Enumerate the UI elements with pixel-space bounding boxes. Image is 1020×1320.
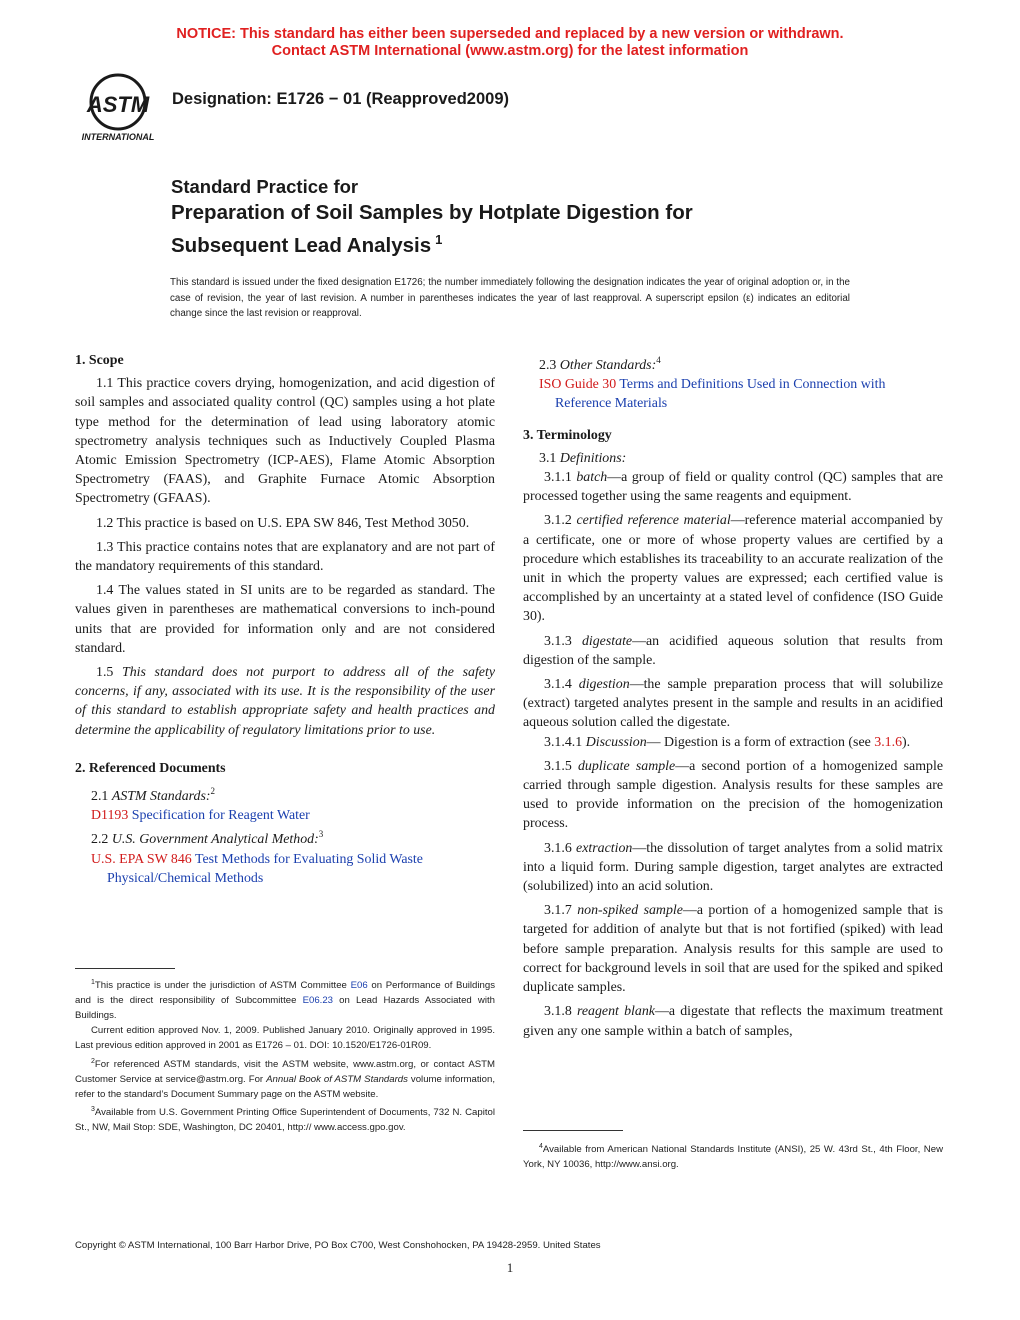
def-3-1-4-1	[523, 733, 943, 752]
footnote-2	[75, 1055, 495, 1102]
def-num: 3.1.6	[544, 840, 572, 856]
footnote-text: For referenced ASTM standards, visit the ASTM website, www.astm.org, or contact ASTM Customer Service at service@astm.org. For	[75, 1058, 495, 1085]
title-line-2-text: Subsequent Lead Analysis	[171, 234, 432, 257]
def-term: digestate	[581, 633, 633, 649]
def-term: reagent blank	[576, 1004, 655, 1020]
def-text: —the dissolution of target analytes from a solid matrix into a liquid form. During sample digestion, target analytes are extracted (solubilized) into an acid solution.	[523, 840, 943, 895]
ref-2-1-num: 2.1	[91, 789, 109, 805]
def-3-1-num: 3.1	[539, 450, 557, 466]
def-3-1-3	[523, 632, 943, 670]
def-text: —a digestate that reflects the maximum treatment given any one sample within a batch of samples,	[523, 1004, 944, 1039]
footnote-mark: 2	[91, 1057, 95, 1065]
footnote-rule-left	[75, 968, 175, 969]
ref-2-1-sup[interactable]: 2	[210, 786, 216, 797]
ref-2-1	[75, 782, 495, 806]
footnote-text: This practice is under the jurisdiction of ASTM Committee	[94, 980, 351, 991]
def-num: 3.1.2	[544, 513, 572, 529]
right-column	[523, 351, 943, 1046]
title-pre: Standard Practice for	[171, 176, 359, 197]
footnote-rule-right	[523, 1130, 623, 1131]
ref-2-3-sup[interactable]: 4	[656, 355, 661, 365]
def-num: 3.1.5	[544, 758, 572, 774]
para-1-5	[75, 663, 495, 740]
footnote-1	[75, 976, 495, 1023]
title-line-2	[171, 226, 693, 259]
def-3-1-6	[523, 839, 943, 897]
para-1-1: 1.1 This practice covers drying, homogenization, and acid digestion of soil samples and associated quality control (QC) samples using a hot plate type method for the determination of lead using laboratory atomic spectrometry analysis techniques such as Inductively Coupled Plasma Atomic Emission Spectrometry (ICP-AES), Flame Atomic Absorption Spectrometry (FAAS), and Graphite Furnace Atomic Absorption Spectrometry (GFAAS).	[75, 376, 495, 507]
def-num: 3.1.4.1	[544, 734, 583, 750]
def-3-1-label: Definitions:	[559, 450, 627, 466]
def-3-1-1	[523, 468, 943, 506]
para-1-5-num: 1.5	[96, 665, 114, 681]
withdrawal-notice	[0, 26, 1020, 60]
def-text: — Digestion is a form of extraction (see	[646, 734, 875, 750]
def-text: —a portion of a homogenized sample that is targeted for addition of analyte but that is not fortified (spiked) with lead before sample preparation. Analysis results for this sample are used to correct for background levels in soil that are used for the spiked and spiked duplicate samples.	[523, 903, 943, 996]
logo-caption: INTERNATIONAL	[81, 132, 155, 142]
document-title	[171, 175, 693, 259]
epa-title-link[interactable]: Test Methods for Evaluating Solid Waste Physical/Chemical Methods	[107, 851, 423, 886]
epa-link[interactable]: U.S. EPA SW 846	[91, 851, 192, 867]
footnote-3	[75, 1103, 495, 1136]
para-1-4: 1.4 The values stated in SI units are to be regarded as standard. The values given in parentheses are mathematical conversions to inch-pound units that are provided for information only and are not considered standard.	[75, 583, 495, 656]
ref-2-1-label: ASTM Standards:	[111, 789, 211, 805]
refdocs-heading: 2. Referenced Documents	[75, 760, 226, 776]
ref-2-2-sup[interactable]: 3	[318, 829, 324, 840]
ref-2-2-num: 2.2	[91, 832, 109, 848]
ref-2-3-label: Other Standards:	[559, 358, 657, 373]
ref-2-2-label: U.S. Government Analytical Method:	[111, 832, 319, 848]
logo-letters: ASTM	[86, 92, 150, 117]
def-3-1-8	[523, 1002, 943, 1040]
iso-title-link[interactable]: Terms and Definitions Used in Connection with Reference Materials	[555, 377, 886, 412]
ref-2-2	[75, 825, 495, 849]
footnote-mark: 1	[91, 979, 95, 986]
def-term: extraction	[576, 840, 633, 856]
para-1-2: 1.2 This practice is based on U.S. EPA SW 846, Test Method 3050.	[96, 515, 470, 531]
def-num: 3.1.4	[544, 677, 572, 693]
def-num: 3.1.7	[544, 903, 572, 919]
footnotes-left	[75, 976, 495, 1137]
def-text-end: ).	[902, 734, 911, 750]
ref-d1193	[75, 806, 495, 825]
ref-epa	[75, 850, 495, 888]
footnotes-right	[523, 1140, 943, 1174]
def-3-1-4	[523, 675, 943, 733]
subcommittee-e06-23-link[interactable]: E06.23	[302, 994, 334, 1006]
def-3-1	[523, 449, 943, 468]
ref-2-3	[523, 351, 943, 375]
def-num: 3.1.3	[544, 633, 572, 649]
astm-logo-icon	[74, 72, 162, 144]
scope-heading: 1. Scope	[75, 353, 124, 368]
def-text: —a group of field or quality control (QC) samples that are processed together using the same reagents and equipment.	[523, 470, 943, 505]
def-3-1-5	[523, 757, 943, 834]
def-3-1-7	[523, 901, 943, 997]
committee-e06-link[interactable]: E06	[350, 980, 368, 991]
def-term: non-spiked sample	[577, 903, 683, 919]
terminology-heading: 3. Terminology	[523, 427, 612, 443]
def-term: duplicate sample	[577, 758, 676, 774]
iso-link[interactable]: ISO Guide 30	[539, 377, 617, 393]
page-number: 1	[506, 1260, 514, 1275]
para-1-3: 1.3 This practice contains notes that are explanatory and are not part of the mandatory requirements of this standard.	[75, 539, 495, 575]
def-num: 3.1.1	[544, 470, 572, 486]
footnote-text: on Lead Hazards Associated with Buildings.	[75, 994, 495, 1021]
def-text: —reference material accompanied by a certificate, one or more of whose property values are certified by a procedure which establishes its traceability to an accurate realization of the unit in which the property values are expressed; each certified value is accomplished by an uncertainty at a stated level of confidence (ISO Guide 30).	[523, 513, 944, 625]
ref-iso	[523, 375, 943, 413]
notice-line-1: NOTICE: This standard has either been superseded and replaced by a new version or withdrawn.	[176, 26, 844, 42]
def-text: —a second portion of a homogenized sample carried through sample digestion. Analysis results for these samples are used to provide information on the precision of the homogenization process.	[523, 758, 943, 832]
def-text: —the sample preparation process that will solubilize (extract) targeted analytes present in the sample and results in an acidified aqueous solution called the digestate.	[523, 677, 943, 731]
section-3-1-6-link[interactable]: 3.1.6	[874, 734, 903, 750]
footnote-text: Available from U.S. Government Printing Office Superintendent of Documents, 732 N. Capitol St., NW, Mail Stop: SDE, Washington, DC 20401, http:// www.access.gpo.gov.	[75, 1107, 495, 1134]
left-column	[75, 351, 495, 888]
footnote-mark: 3	[91, 1106, 95, 1114]
footnote-edition: Current edition approved Nov. 1, 2009. Published January 2010. Originally approved in 1995. Last previous edition approved in 2001 as E1726 – 01. DOI: 10.1520/E1726-01R09.	[75, 1025, 495, 1052]
def-term: batch	[576, 470, 608, 486]
def-term: certified reference material	[576, 513, 731, 529]
def-num: 3.1.8	[544, 1004, 572, 1020]
def-3-1-2	[523, 511, 943, 626]
def-text: —an acidified aqueous solution that results from digestion of the sample.	[523, 633, 943, 668]
footnote-4	[523, 1140, 943, 1173]
copyright: Copyright © ASTM International, 100 Barr Harbor Drive, PO Box C700, West Conshohocken, PA 19428-2959. United States	[75, 1240, 601, 1251]
def-term: Discussion	[585, 734, 647, 750]
footnote-text: on Performance of Buildings and is the direct responsibility of Subcommittee	[75, 980, 495, 1006]
title-footnote-mark[interactable]: 1	[435, 232, 443, 247]
d1193-title-link[interactable]: Specification for Reagent Water	[131, 808, 310, 824]
designation: Designation: E1726 − 01 (Reapproved2009)	[172, 90, 510, 108]
para-1-5-text: This standard does not purport to address all of the safety concerns, if any, associated with its use. It is the responsibility of the user of this standard to establish appropriate safety and health practices and determine the applicability of regulatory limitations prior to use.	[75, 665, 495, 738]
footnote-text: Available from American National Standards Institute (ANSI), 25 W. 43rd St., 4th Floor, New York, NY 10036, http://www.ansi.org.	[523, 1144, 943, 1170]
title-line-1: Preparation of Soil Samples by Hotplate Digestion for	[171, 201, 693, 224]
def-term: digestion	[578, 677, 630, 693]
preamble: This standard is issued under the fixed designation E1726; the number immediately following the designation indicates the year of original adoption or, in the case of revision, the year of last revision. A number in parentheses indicates the year of last reapproval. A superscript epsilon (ε) indicates an editorial change since the last revision or reapproval.	[170, 277, 850, 319]
footnote-italic: Annual Book of ASTM Standards	[266, 1073, 408, 1085]
footnote-text: volume information, refer to the standard’s Document Summary page on the ASTM website.	[75, 1073, 495, 1100]
d1193-link[interactable]: D1193	[91, 808, 129, 824]
ref-2-3-num: 2.3	[539, 358, 557, 373]
notice-line-2: Contact ASTM International (www.astm.org) for the latest information	[271, 43, 749, 59]
footnote-mark: 4	[539, 1143, 543, 1150]
